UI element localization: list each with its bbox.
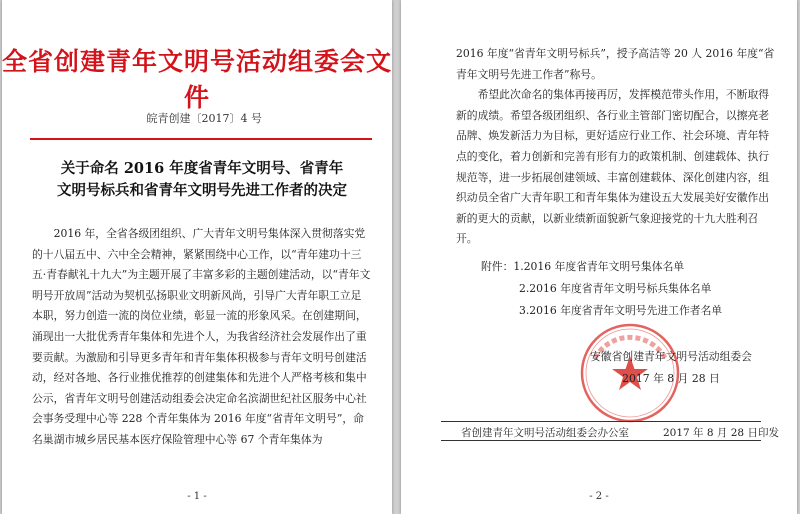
headline-line-1: 关于命名 2016 年度省青年文明号、省青年	[60, 160, 344, 177]
continuation-paragraph: 2016 年度“省青年文明号标兵”，授予高洁等 20 人 2016 年度“省青年文明号先进工作者”称号。	[456, 47, 775, 81]
footer-divider-bottom	[441, 440, 761, 441]
red-divider	[30, 138, 372, 140]
attachment-item-2: 2.2016 年度省青年文明号标兵集体名单	[519, 282, 712, 295]
attachment-item-1: 附件：1.2016 年度省青年文明号集体名单	[481, 260, 685, 273]
attachments-list	[481, 256, 722, 322]
body-text	[456, 44, 778, 250]
document-page-1	[2, 0, 392, 514]
footer-issue-date: 2017 年 8 月 28 日印发	[663, 427, 779, 439]
body-paragraph: 2016 年，全省各级团组织、广大青年文明号集体深入贯彻落实党的十八届五中、六中全会精神，紧紧围绕中心工作，以“青年建功十三五·青春献礼十九大”为主题开展了丰富多彩的主题创建活动，以“青年文明号开放周”活动为契机弘扬职业文明新风尚，引导广大青年职工立足本职，努力创造一流的岗位业绩，彰显一流的形象风采。在创建期间，涌现出一大批优秀青年集体和先进个人，为我省经济社会发展作出了重要贡献。为激励和引导更多青年和青年集体积极参与青年文明号创建活动，经对各地、各行业推优推荐的创建集体和先进个人严格考核和集中公示，省青年文明号创建活动组委会决定命名滨湖世纪社区服务中心社会事务受理中心等 228 个青年集体为 2016 年度“省青年文明号”，命名巢湖市城乡居民基本医疗保险管理中心等 67 个青年集体为	[32, 227, 371, 446]
page-number: - 1 -	[187, 491, 207, 502]
document-page-2	[401, 0, 797, 514]
body-text	[32, 224, 372, 451]
attachments-label: 附件：	[481, 260, 514, 273]
attachment-item-3: 3.2016 年度省青年文明号先进工作者名单	[519, 304, 723, 317]
decision-headline	[32, 158, 372, 202]
page-number: - 2 -	[589, 491, 609, 502]
signature-date: 2017 年 8 月 28 日	[622, 372, 720, 385]
signature-organization: 安徽省创建青年文明号活动组委会	[590, 350, 752, 363]
body-paragraph: 希望此次命名的集体再接再厉，发挥模范带头作用，不断取得新的成绩。希望各级团组织、各行业主管部门密切配合，以擦亮老品牌、焕发新活力为目标，更好适应行业工作、社会环境、青年特点的变化，着力创新和完善有形有力的政策机制、创建载体、执行规范等，进一步拓展创建领域、丰富创建载体、深化创建内容，组织动员全省广大青年职工和青年集体为建设五大发展美好安徽作出新的更大的贡献，以新业绩新面貌新气象迎接党的十九大胜利召开。	[456, 88, 770, 246]
document-number: 皖青创建〔2017〕4 号	[146, 112, 262, 125]
headline-line-2: 文明号标兵和省青年文明号先进工作者的决定	[57, 182, 347, 199]
footer-divider-top	[441, 421, 761, 422]
document-title: 全省创建青年文明号活动组委会文件	[2, 47, 393, 112]
signature-block	[571, 346, 771, 390]
footer-issuing-office: 省创建青年文明号活动组委会办公室	[461, 427, 629, 439]
